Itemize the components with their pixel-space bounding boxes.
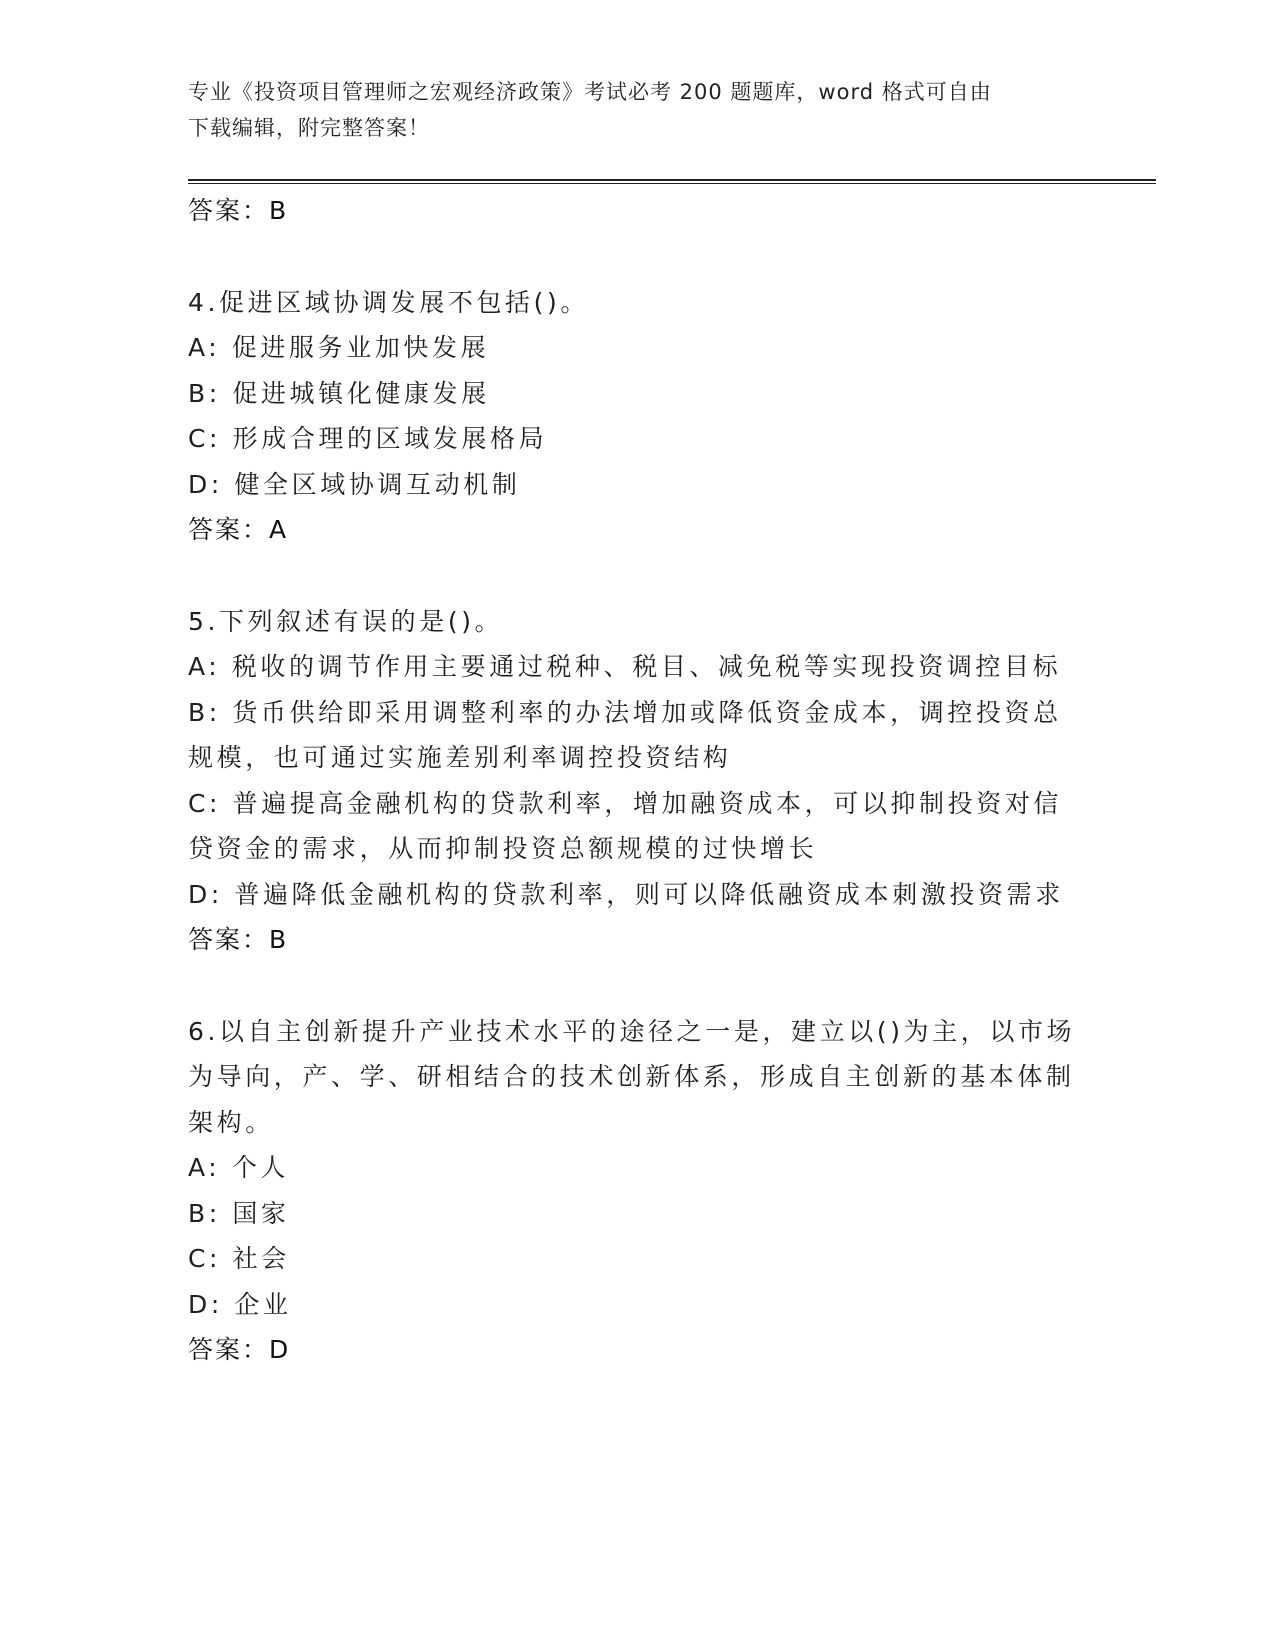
document-header: [188, 74, 1088, 146]
header-rule-thick: [188, 179, 1156, 181]
option-b: B: 国家: [188, 1198, 290, 1228]
option-b: B: 货币供给即采用调整利率的办法增加或降低资金成本，调控投资总规模，也可通过实施差别利率调控投资结构: [188, 697, 1062, 772]
question-5: [188, 599, 1088, 963]
option-c: C: 普遍提高金融机构的贷款利率，增加融资成本，可以抑制投资对信贷资金的需求，从而抑制投资总额规模的过快增长: [188, 788, 1063, 863]
question-4: [188, 280, 1088, 553]
spacer: [188, 963, 1088, 1009]
header-rule-thin: [188, 183, 1156, 184]
option-a: A: 税收的调节作用主要通过税种、税目、减免税等实现投资调控目标: [188, 652, 1062, 681]
option-a: A: 个人: [188, 1153, 290, 1182]
question-6: [188, 1009, 1088, 1373]
previous-answer: 答案：B: [188, 196, 289, 225]
header-line-1: 专业《投资项目管理师之宏观经济政策》考试必考 200 题题库，word 格式可自由: [188, 80, 992, 104]
option-b: B: 促进城镇化健康发展: [188, 378, 490, 408]
answer-label: 答案：B: [188, 925, 289, 954]
header-line-2: 下载编辑，附完整答案！: [188, 116, 430, 140]
spacer: [188, 234, 1088, 280]
question-stem: 4.促进区域协调发展不包括()。: [188, 287, 589, 317]
question-stem: 6.以自主创新提升产业技术水平的途径之一是，建立以()为主，以市场为导向，产、学、研相结合的技术创新体系，形成自主创新的基本体制架构。: [188, 1016, 1076, 1137]
option-d: D: 企业: [188, 1289, 292, 1319]
option-c: C: 形成合理的区域发展格局: [188, 424, 548, 453]
option-d: D: 普遍降低金融机构的贷款利率，则可以降低融资成本刺激投资需求: [188, 879, 1064, 909]
option-d: D: 健全区域协调互动机制: [188, 469, 521, 499]
option-a: A: 促进服务业加快发展: [188, 333, 490, 362]
answer-label: 答案：A: [188, 515, 289, 544]
question-stem: 5.下列叙述有误的是()。: [188, 606, 504, 636]
answer-label: 答案：D: [188, 1335, 291, 1364]
document-body: [188, 188, 1088, 1373]
spacer: [188, 553, 1088, 599]
option-c: C: 社会: [188, 1244, 290, 1273]
